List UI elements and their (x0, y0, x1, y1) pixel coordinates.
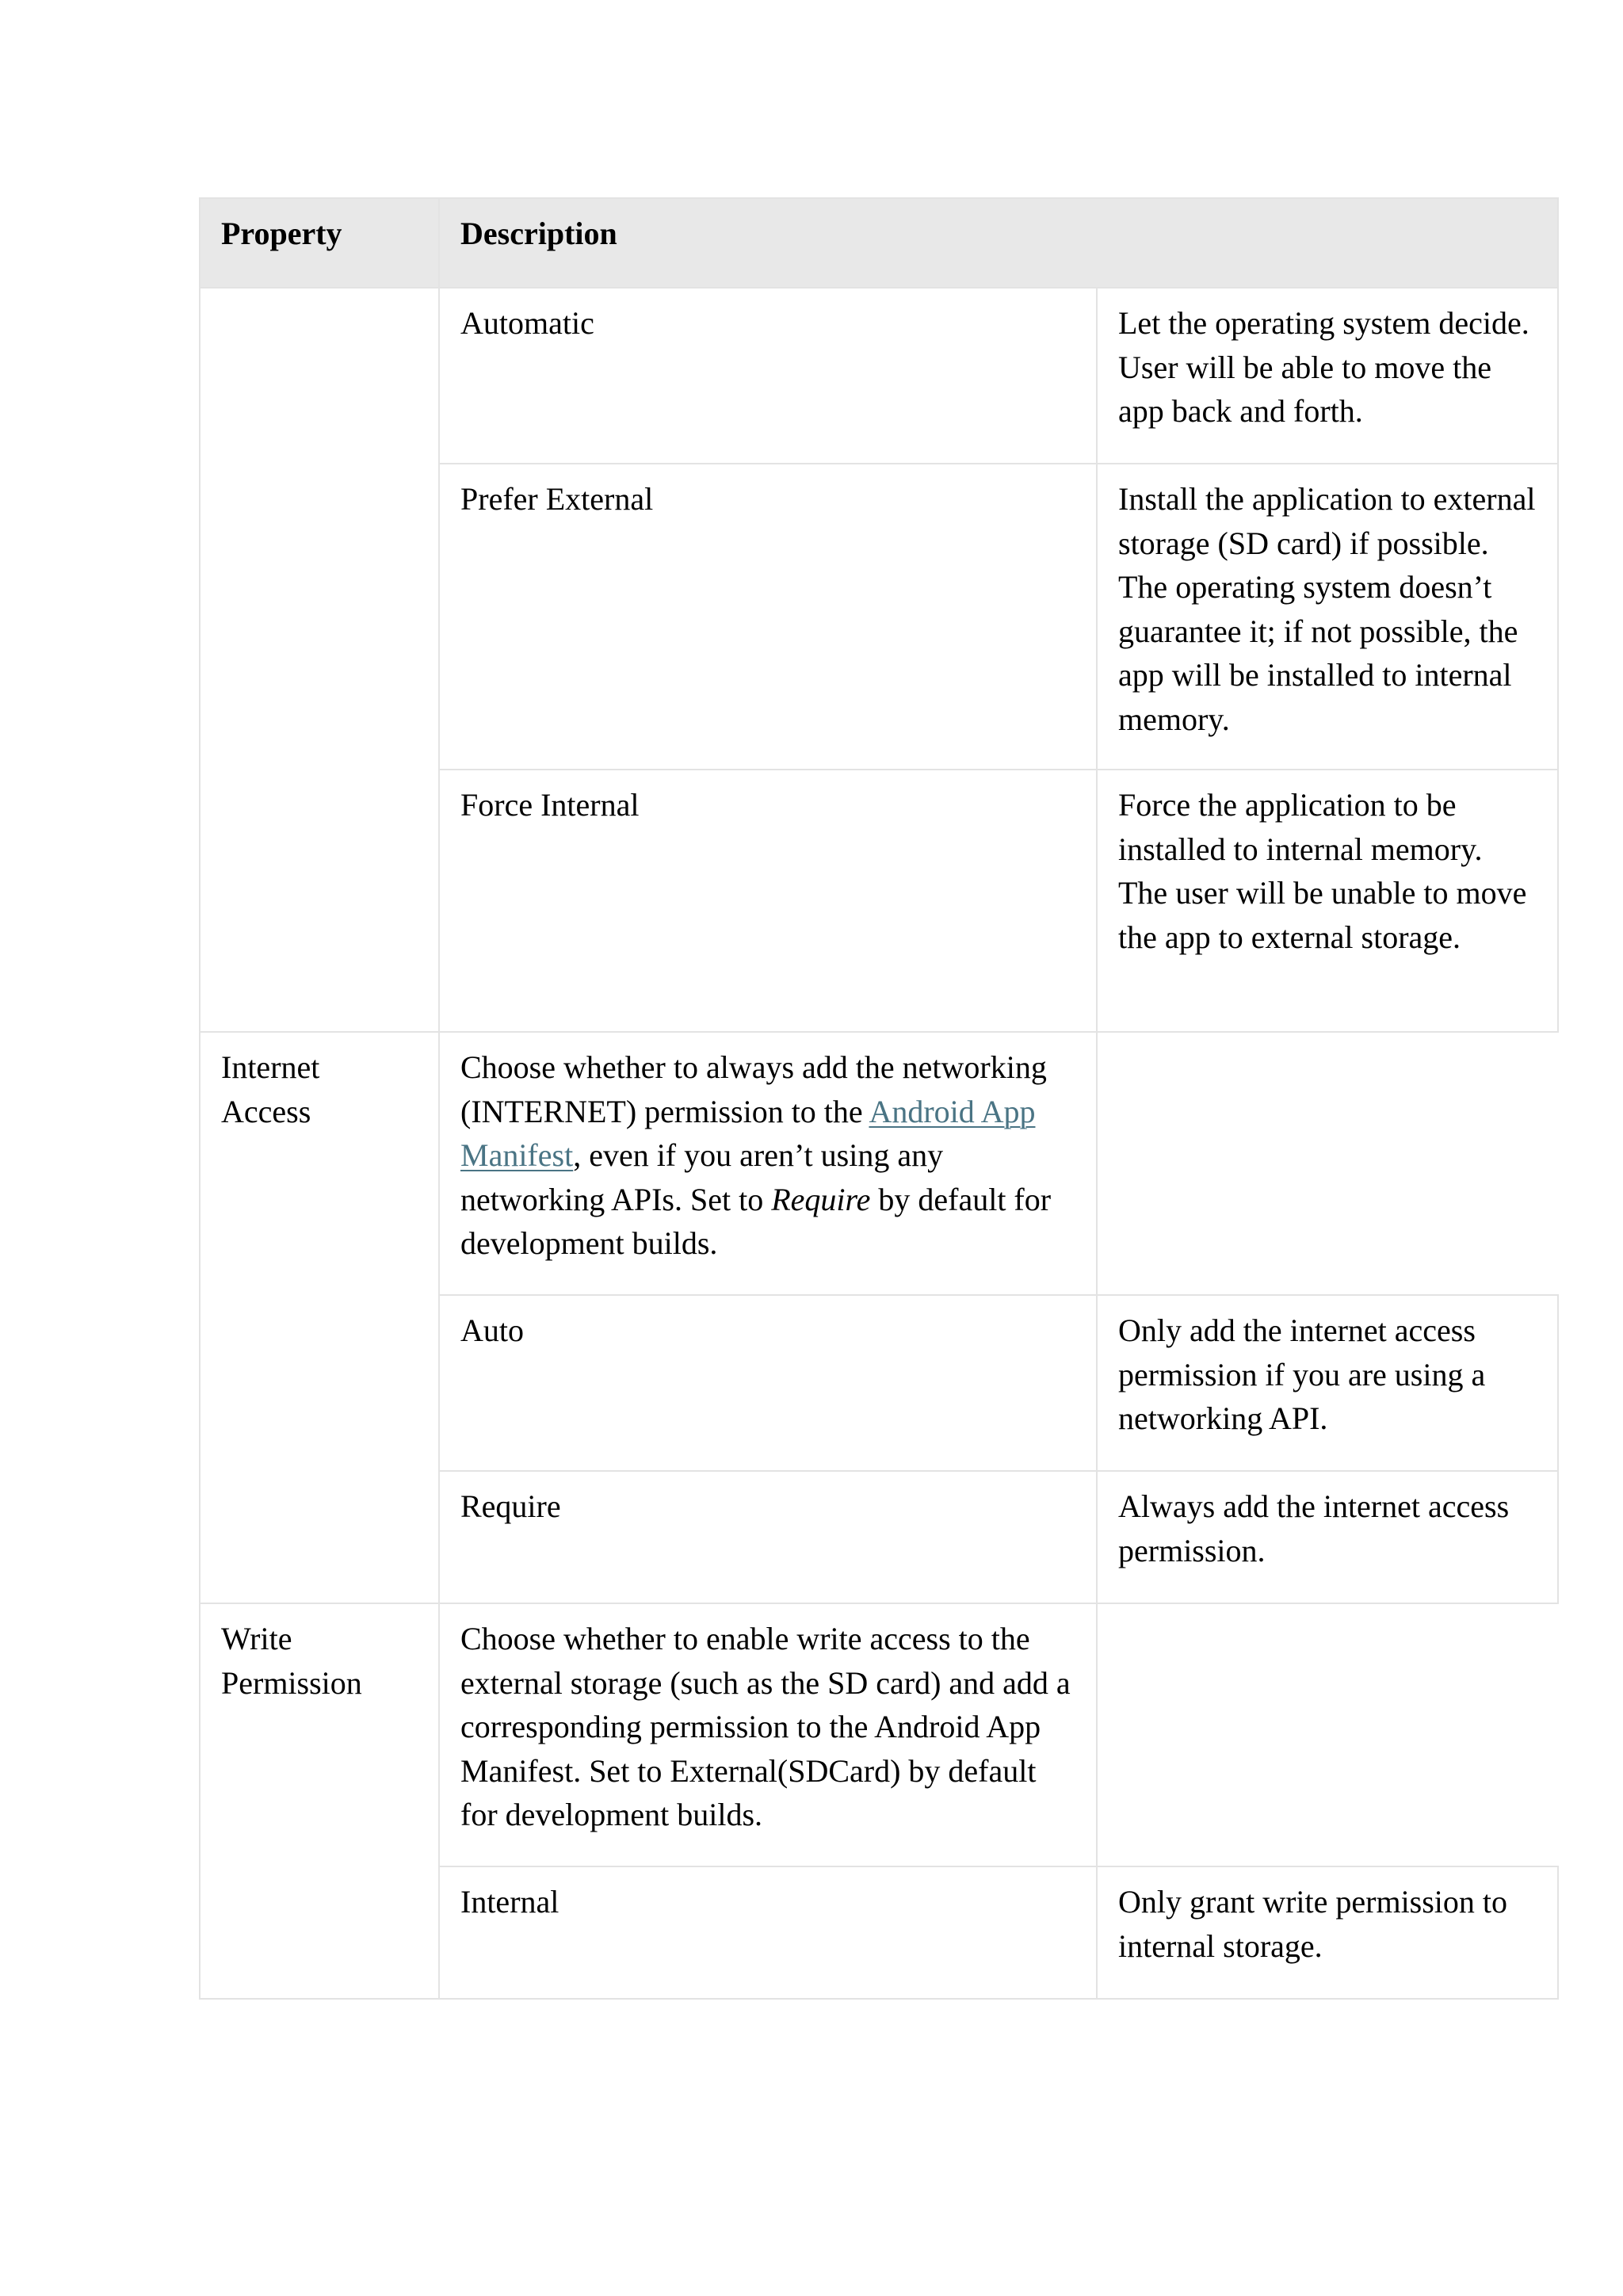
option-force-internal: Force Internal (439, 770, 1097, 1032)
property-write-permission-line1: Write (221, 1621, 292, 1656)
option-auto: Auto (439, 1295, 1097, 1471)
value-automatic: Let the operating system decide. User will be able to move the app back and forth. (1097, 288, 1558, 464)
value-internal: Only grant write permission to internal storage. (1097, 1866, 1558, 1999)
android-app-manifest-link[interactable]: Android App Manifest (460, 1093, 1036, 1173)
value-force-internal: Force the application to be installed to internal memory. The user will be unable to move the app to external storage. (1097, 770, 1558, 1032)
table-row (200, 288, 1558, 464)
property-write-permission (200, 1603, 439, 1999)
desc-internet-text-3: by default for development builds. (460, 1181, 1052, 1261)
desc-internet-emphasis: Require (771, 1181, 871, 1217)
value-internet-access-empty (1097, 1032, 1558, 1295)
description-internet-access (439, 1032, 1097, 1295)
table-row (200, 1032, 1558, 1295)
description-write-permission: Choose whether to enable write access to the external storage (such as the SD card) and add a corresponding permission to the Android App Manifest. Set to External(SDCard) by default for development builds. (439, 1603, 1097, 1866)
property-internet-access (200, 1032, 439, 1603)
property-cell-empty (200, 288, 439, 1032)
table-row (200, 1603, 1558, 1866)
properties-table (199, 197, 1559, 2000)
property-write-permission-line2: Permission (221, 1664, 362, 1701)
option-prefer-external: Prefer External (439, 464, 1097, 770)
table-header-row (200, 198, 1558, 288)
desc-internet-text-2: , even if you aren’t using any networking APIs. Set to (460, 1137, 944, 1217)
option-internal: Internal (439, 1866, 1097, 1999)
property-internet-access-line2: Access (221, 1093, 311, 1129)
property-internet-access-line1: Internet (221, 1049, 320, 1085)
option-automatic: Automatic (439, 288, 1097, 464)
value-require: Always add the internet access permission. (1097, 1471, 1558, 1603)
value-write-permission-empty (1097, 1603, 1558, 1866)
header-description: Description (439, 198, 1558, 288)
header-property: Property (200, 198, 439, 288)
option-require: Require (439, 1471, 1097, 1603)
desc-internet-text-1: Choose whether to always add the networking (INTERNET) permission to the (460, 1049, 1047, 1129)
value-prefer-external: Install the application to external storage (SD card) if possible. The operating system doesn’t guarantee it; if not possible, the app will be installed to internal memory. (1097, 464, 1558, 770)
value-auto: Only add the internet access permission if you are using a networking API. (1097, 1295, 1558, 1471)
